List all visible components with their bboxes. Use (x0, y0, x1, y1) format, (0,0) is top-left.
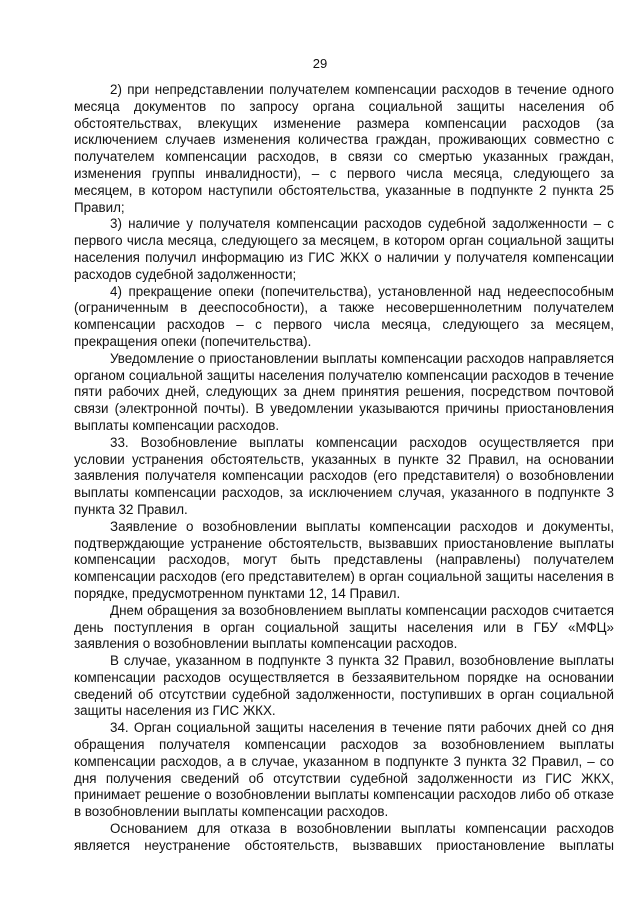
paragraph-subitem-4: 4) прекращение опеки (попечительства), установленной над недееспособным (ограниченным в дееспособности), а также несовершеннолетним получателем компенсации расходов – с первого числа месяца, следующего за месяцем, прекращения опеки (попечительства). (74, 283, 614, 349)
paragraph-subitem-2: 2) при непредставлении получателем компенсации расходов в течение одного месяца документов по запросу органа социальной защиты населения об обстоятельствах, влекущих изменение размера компенсации расходов (за исключением случаев изменения количества граждан, проживающих совместно с получателем компенсации расходов, в связи со смертью указанных граждан, изменения группы инвалидности), – с первого числа месяца, следующего за месяцем, в котором наступили обстоятельства, указанные в подпункте 2 пункта 25 Правил; (74, 82, 614, 215)
paragraph-no-application-case: В случае, указанном в подпункте 3 пункта 32 Правил, возобновление выплаты компенсации расходов осуществляется в беззаявительном порядке на основании сведений об отсутствии судебной задолженности, поступивших в орган социальной защиты населения из ГИС ЖКХ. (74, 653, 614, 719)
document-body (74, 82, 614, 855)
paragraph-item-33: 33. Возобновление выплаты компенсации расходов осуществляется при условии устранения обстоятельств, указанных в пункте 32 Правил, на основании заявления получателя компенсации расходов (его представителя) о возобновлении выплаты компенсации расходов, за исключением случая, указанного в подпункте 3 пункта 32 Правил. (74, 434, 614, 517)
page-number: 29 (312, 56, 328, 71)
paragraph-resumption-application: Заявление о возобновлении выплаты компенсации расходов и документы, подтверждающие устранение обстоятельств, вызвавших приостановление выплаты компенсации расходов, могут быть представлены (направлены) получателем компенсации расходов (его представителем) в орган социальной защиты населения в порядке, предусмотренном пунктами 12, 14 Правил. (74, 518, 614, 601)
paragraph-suspension-notice: Уведомление о приостановлении выплаты компенсации расходов направляется органом социальной защиты населения получателю компенсации расходов в течение пяти рабочих дней, следующих за днем принятия решения, посредством почтовой связи (электронной почты). В уведомлении указываются причины приостановления выплаты компенсации расходов. (74, 350, 614, 433)
paragraph-item-34: 34. Орган социальной защиты населения в течение пяти рабочих дней со дня обращения получателя компенсации расходов за возобновлением выплаты компенсации расходов, а в случае, указанном в подпункте 3 пункта 32 Правил, – со дня получения сведений об отсутствии судебной задолженности из ГИС ЖКХ, принимает решение о возобновлении выплаты компенсации расходов либо об отказе в возобновлении выплаты компенсации расходов. (74, 720, 614, 820)
paragraph-refusal-grounds: Основанием для отказа в возобновлении выплаты компенсации расходов является неустранение обстоятельств, вызвавших приостановление выплаты (74, 821, 614, 853)
paragraph-subitem-3: 3) наличие у получателя компенсации расходов судебной задолженности – с первого числа месяца, следующего за месяцем, в котором орган социальной защиты населения получил информацию из ГИС ЖКХ о наличии у получателя компенсации расходов судебной задолженности; (74, 216, 614, 282)
paragraph-application-date: Днем обращения за возобновлением выплаты компенсации расходов считается день поступления в орган социальной защиты населения или в ГБУ «МФЦ» заявления о возобновлении выплаты компенсации расходов. (74, 602, 614, 652)
